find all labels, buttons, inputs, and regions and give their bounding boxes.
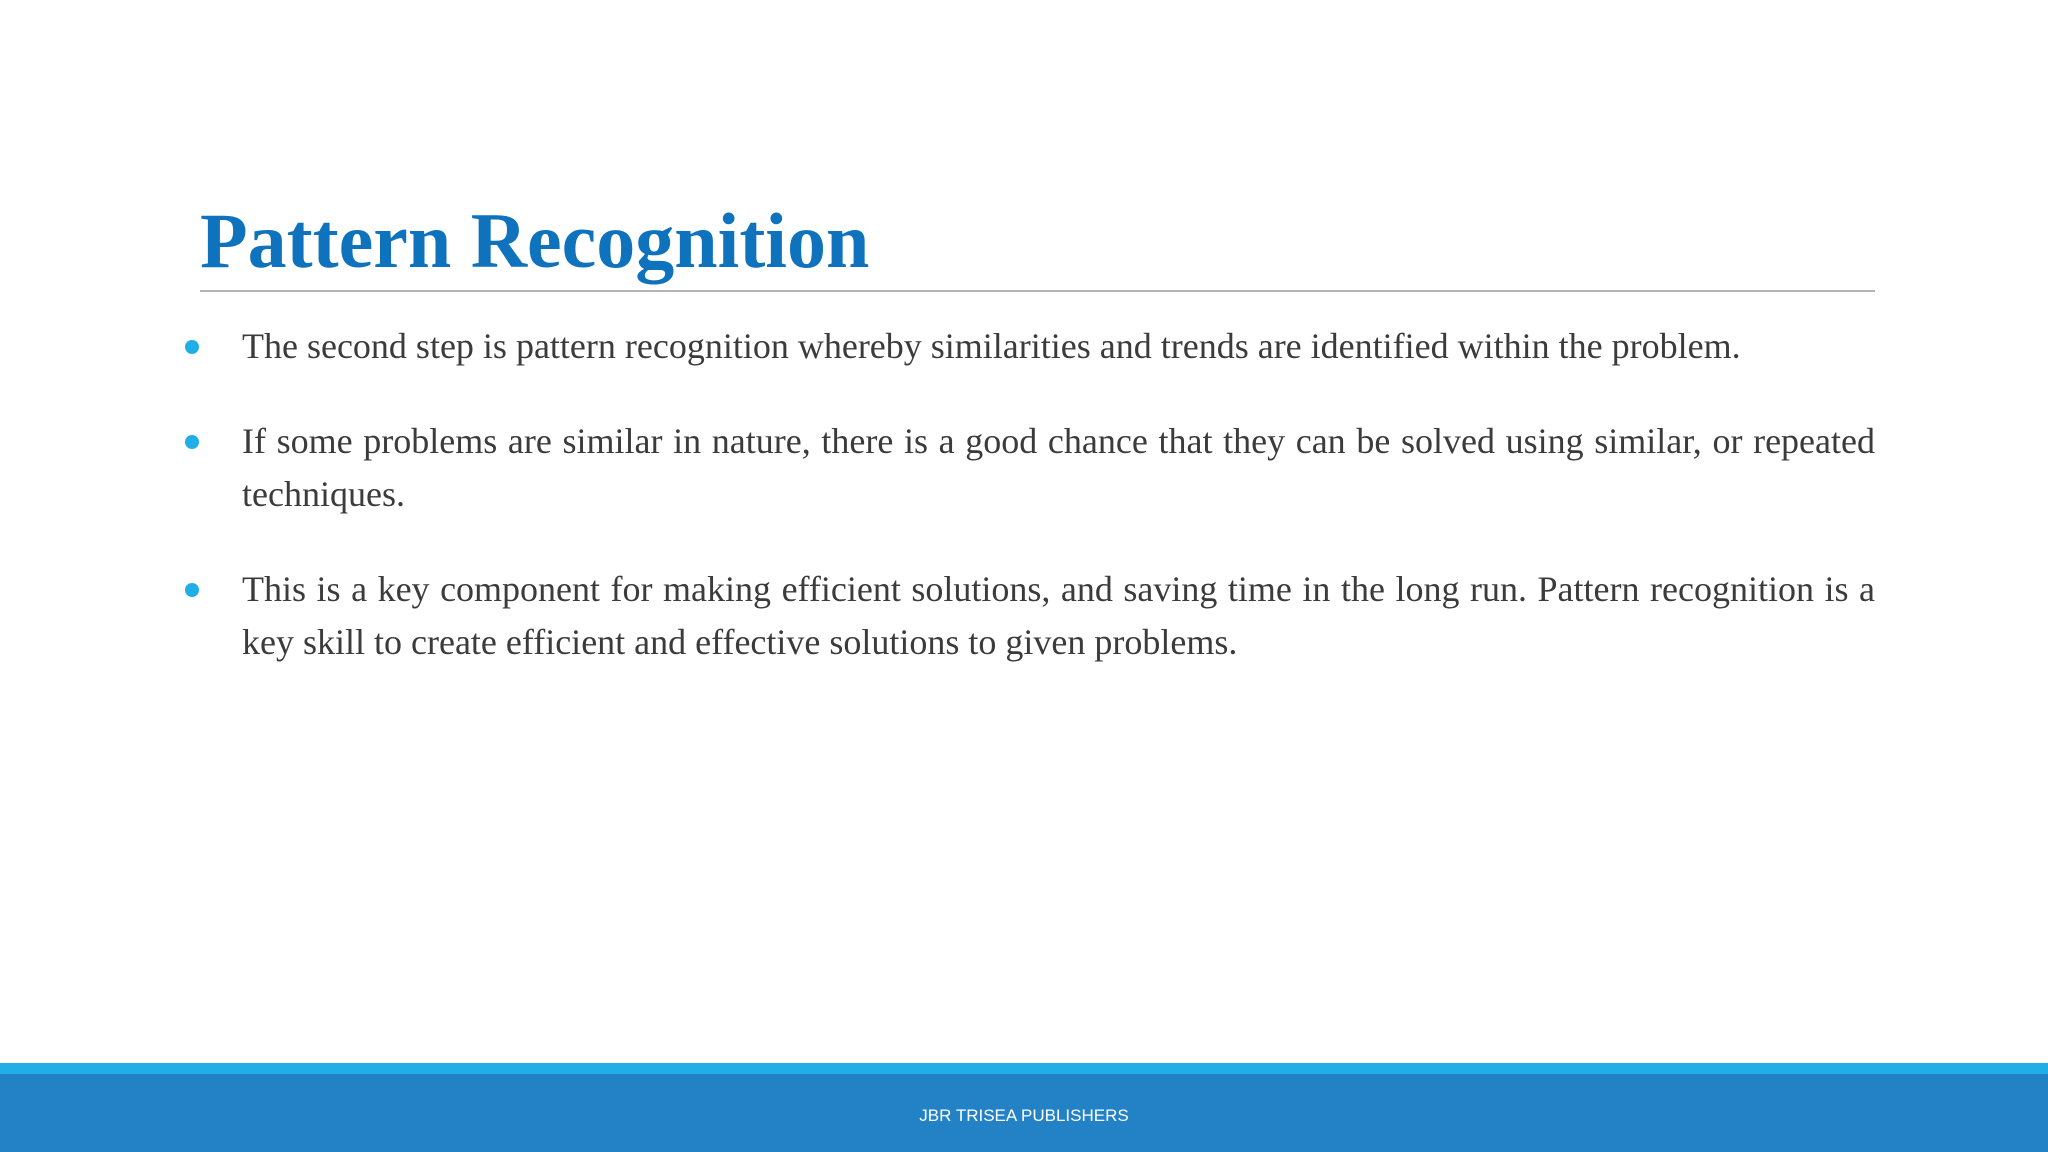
bullet-dot-icon — [185, 583, 199, 597]
footer-publisher-text: JBR TRISEA PUBLISHERS — [919, 1106, 1129, 1125]
bullet-item — [182, 415, 1875, 521]
bullet-text: The second step is pattern recognition whereby similarities and trends are identified within the problem. — [242, 326, 1741, 366]
footer-accent-stripe — [0, 1063, 2048, 1074]
bullet-item — [182, 320, 1875, 373]
bullet-dot-icon — [185, 435, 199, 449]
bullet-item — [182, 563, 1875, 669]
bullet-list — [182, 320, 1875, 711]
slide-title: Pattern Recognition — [200, 197, 870, 284]
bullet-text: This is a key component for making efficient solutions, and saving time in the long run. Pattern recognition is a key skill to create efficient and effective solutions to given problems. — [242, 569, 1875, 662]
bullet-text: If some problems are similar in nature, there is a good chance that they can be solved using similar, or repeated techniques. — [242, 421, 1875, 514]
bullet-dot-icon — [185, 340, 199, 354]
title-divider — [200, 290, 1875, 292]
